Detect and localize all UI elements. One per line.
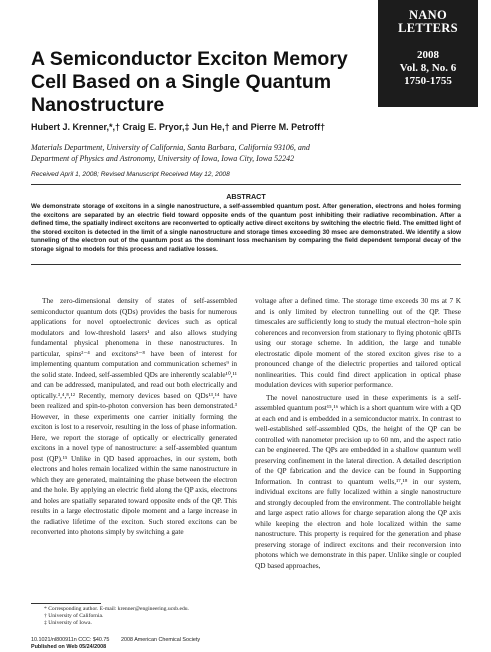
page-footer (31, 637, 271, 651)
footnote-divider (31, 603, 101, 604)
journal-badge (378, 0, 478, 107)
body-paragraph: The zero-dimensional density of states of self-assembled semiconductor quantum dots (QDs) provides the basis for numerous applications for novel optoelectronic devices such as optical modulators and low-threshold lasers¹ and also allows studying fundamental physical phenomena in these nanostructures. In particular, spins²⁻⁴ and excitons⁵⁻⁸ have been of interest for implementing quantum computation and communication schemes⁹ in the solid state. Indeed, self-assembled QDs are inherently scalable¹⁰,¹¹ and can be addressed, manipulated, and read out both electrically and optically.³,⁴,⁸,¹² Recently, memory devices based on QDs¹³,¹⁴ have been realized and spin-to-photon conversion has been demonstrated.³ However, in these experiments one carrier initially forming the exciton is lost to a reservoir, resulting in the loss of phase information. Here, we report the storage of optically or electrically generated excitons in a novel type of nanostructure: a self-assembled quantum post (QP).¹⁵ Unlike in QD based approaches, in our system, both electrons and holes remain localized within the same nanostructure in which they are generated, maintaining the phase between the electron and the hole. By applying an electric field along the QP axis, electrons and holes are spatially separated toward opposite ends of the QP. This results in a large electrostatic dipole moment and a large increase in the radiative lifetime of the exciton. Such stored excitons can be reconverted into photons simply by switching a gate (31, 296, 237, 536)
abstract-text: We demonstrate storage of excitons in a single nanostructure, a self-assembled quantum post. After generation, electrons and holes forming the excitons are separated by an electric field toward opposite ends of the quantum post inhibiting their radiative recombination. After a defined time, the spatially indirect excitons are reconverted to optically active direct excitons by switching the electric field. The emitted light of the stored exciton is detected in the limit of a single nanostructure and storage times exceeding 30 msec are demonstrated. We identify a slow tunneling of the electron out of the quantum post as the dominant loss mechanism by comparing the field dependent temporal decay of the storage signal to models for this process and radiative losses. (31, 203, 461, 253)
affiliations (31, 142, 461, 164)
body-paragraph-continued: voltage after a defined time. The storage time exceeds 30 ms at 7 K and is only limited by electron tunnelling out of the QP. These timescales are sufficiently long to study the mutual electron−hole spin coherences and reconversion from stationary to flying photonic qBITs using our storage scheme. In addition, the large and tunable electrostatic dipole moment of the stored exciton gives rise to a pronounced change of the dielectric properties and tailored optical nonlinearities. This could find direct application in optical phase modulation devices with superior performance. (255, 296, 461, 389)
paper-title: A Semiconductor Exciton Memory Cell Based on a Single Quantum Nanostructure (31, 48, 348, 116)
journal-name (378, 0, 478, 35)
divider-abstract (31, 264, 461, 265)
journal-name-line2: LETTERS (398, 21, 458, 35)
journal-pages: 1750-1755 (404, 75, 452, 87)
journal-volume: Vol. 8, No. 6 (399, 62, 457, 74)
body-column-left (31, 296, 237, 598)
journal-volume-block (378, 35, 478, 88)
affiliation-2: Department of Physics and Astronomy, University of Iowa, Iowa City, Iowa 52242 (31, 154, 295, 163)
divider-top (31, 184, 461, 185)
footer-published: Published on Web 05/24/2008 (31, 644, 107, 650)
body-paragraph: The novel nanostructure used in these experiments is a self-assembled quantum post¹⁵,¹⁶ which is a short quantum wire with a QD at each end and is embedded in a semiconductor matrix. In contrast to well-established self-assembled QDs, the height of the QP can be controlled with nanometer precision up to 60 nm, and the aspect ratio can be engineered. The QPs are embedded in a shallow quantum well preserving confinement in the lateral direction. A detailed description of the QP fabrication and the device can be found in Supporting Information. In contrast to quantum wells,¹⁷,¹⁸ in our system, individual excitons are fully localized within a single nanostructure and strongly decoupled from the environment. The controllable height and large aspect ratio allows for charge separation along the QP axis while keeping the electron and hole localized within the same nanostructure. This property is required for the generation and phase preserving storage of indirect excitons and their reconversion into photons which we demonstrate in this paper. Unlike single or coupled QD based approaches, (255, 392, 461, 570)
affiliation-1: Materials Department, University of California, Santa Barbara, California 93106, and (31, 143, 310, 152)
abstract-heading: ABSTRACT (226, 192, 266, 201)
footnote-dagger: † University of California. (44, 613, 104, 619)
footnotes (44, 606, 244, 627)
journal-year: 2008 (417, 49, 439, 61)
footnote-ddagger: ‡ University of Iowa. (44, 620, 92, 626)
journal-name-line1: NANO (408, 8, 447, 22)
footer-copyright: 2008 American Chemical Society (121, 637, 201, 643)
received-dates: Received April 1, 2008; Revised Manuscript Received May 12, 2008 (31, 171, 230, 178)
body-column-right (255, 296, 461, 646)
footnote-corresponding: * Corresponding author. E-mail: krenner@engineering.ucsb.edu. (44, 606, 189, 612)
author-list: Hubert J. Krenner,*,† Craig E. Pryor,‡ Jun He,† and Pierre M. Petroff† (31, 122, 326, 132)
footer-doi: 10.1021/nl800911n CCC: $40.75 (31, 637, 110, 643)
